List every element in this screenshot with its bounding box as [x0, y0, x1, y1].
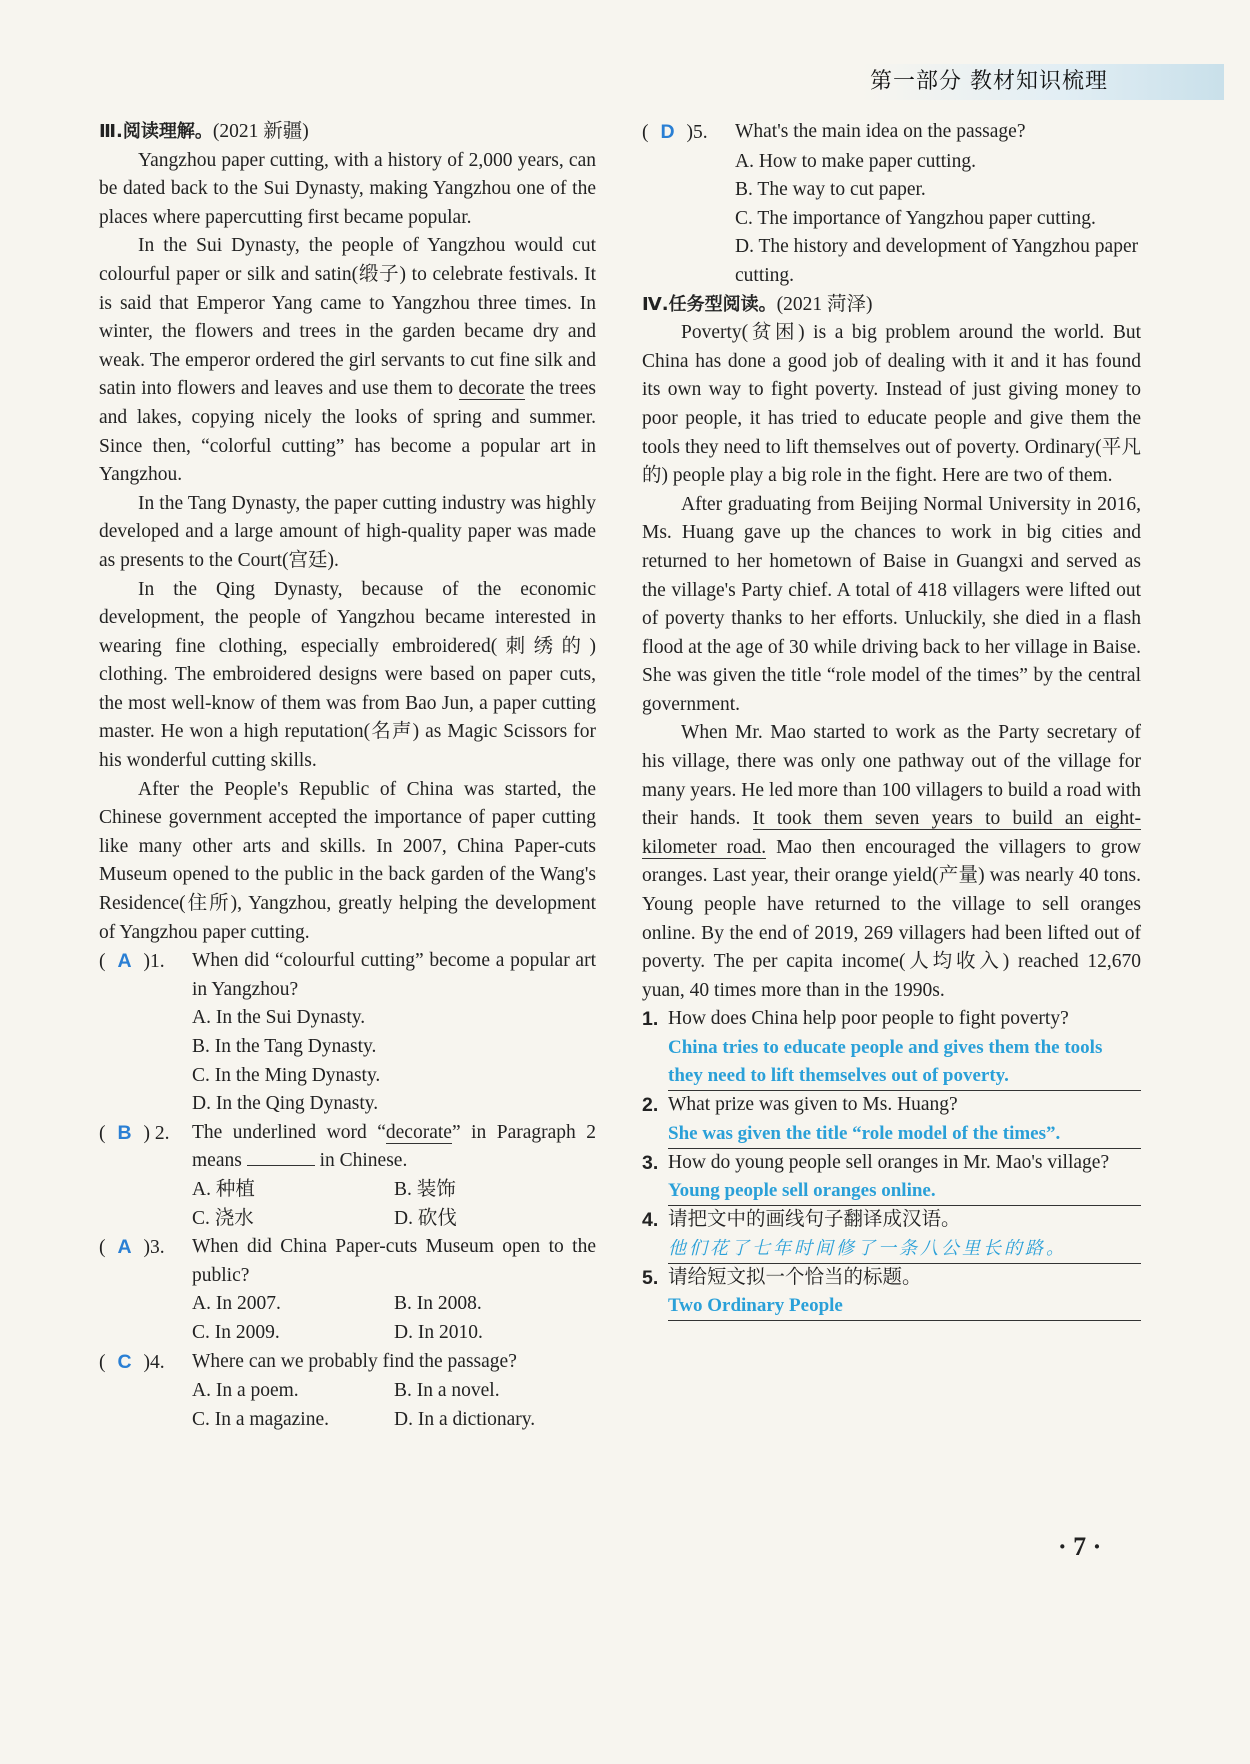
passage-paragraph: After the People's Republic of China was started, the Chinese government accepted the importance of paper cutting like many other arts and skills. In 2007, China Paper-cuts Museum opened to the public in the back garden of the Wang's Residence(住所), Yangzhou, greatly helping the development of Yangzhou paper cutting. — [99, 778, 596, 943]
blank-line — [247, 1165, 315, 1166]
task-question-1: 1. How does China help poor people to fight poverty? China tries to educate people and gives them the tools they need to lift themselves out of poverty. — [642, 1005, 1141, 1091]
answer-line: Two Ordinary People — [668, 1292, 1141, 1321]
passage-paragraph: Yangzhou paper cutting, with a history of 2,000 years, can be dated back to the Sui Dynasty, making Yangzhou one of the places where papercutting first became popular. — [99, 149, 596, 228]
answer-choice: D — [660, 121, 675, 143]
question-4: ( C )4. Where can we probably find the passage? A. In a poem. B. In a novel. C. In a magazine. D. In a dictionary. — [99, 1348, 596, 1435]
task-question-5: 5. 请给短文拟一个恰当的标题。 Two Ordinary People — [642, 1264, 1141, 1322]
underlined-word: decorate — [458, 378, 525, 400]
underlined-sentence: It took them seven years to build an eight-kilometer road. — [642, 808, 1141, 858]
answer-line: Young people sell oranges online. — [668, 1177, 1141, 1206]
question-3: ( A )3. When did China Paper-cuts Museum open to the public? A. In 2007. B. In 2008. C. In 2009. D. In 2010. — [99, 1233, 596, 1347]
task-question-3: 3. How do young people sell oranges in Mr. Mao's village? Young people sell oranges online. — [642, 1149, 1141, 1207]
passage-paragraph: After graduating from Beijing Normal University in 2016, Ms. Huang gave up the chances to work in big cities and returned to her hometown of Baise in Guangxi and served as the village's Party chief. A total of 418 villagers were lifted out of poverty thanks to her efforts. Unluckily, she died in a flash flood at the age of 30 while driving back to her village in Baise. She was given the title “role model of the times” by the central government. — [642, 493, 1141, 715]
answer-line: She was given the title “role model of the times”. — [668, 1120, 1141, 1149]
section4-heading: Ⅳ.任务型阅读。(2021 菏泽) — [642, 293, 873, 315]
passage-paragraph: In the Qing Dynasty, because of the economic development, the people of Yangzhou became interested in wearing fine clothing, especially embroidered(刺绣的) clothing. The embroidered designs were based on paper cuts, the most well-know of them was from Bao Jun, a paper cutting master. He won a high reputation(名声) as Magic Scissors for his wonderful cutting skills. — [99, 578, 596, 772]
question-1: ( A )1. When did “colourful cutting” become a popular art in Yangzhou? A. In the Sui Dynasty. B. In the Tang Dynasty. C. In the Ming Dynasty. D. In the Qing Dynasty. — [99, 947, 596, 1119]
answer-choice: C — [117, 1350, 132, 1373]
passage-paragraph: Poverty(贫困) is a big problem around the world. But China has done a good job of dealing with it and it has found its own way to fight poverty. Instead of just giving money to poor people, it has tried to educate people and give them the tools they need to lift themselves out of poverty. Ordinary(平凡的) people play a big role in the fight. Here are two of them. — [642, 322, 1141, 487]
answer-line: China tries to educate people and gives them the tools they need to lift themselves out of poverty. — [668, 1034, 1141, 1091]
answer-choice: B — [117, 1121, 132, 1144]
task-question-2: 2. What prize was given to Ms. Huang? She was given the title “role model of the times”. — [642, 1091, 1141, 1149]
section3-heading: Ⅲ.阅读理解。(2021 新疆) — [99, 121, 309, 142]
right-column — [642, 118, 1141, 1321]
question-5: ( D )5. What's the main idea on the passage? A. How to make paper cutting. B. The way to cut paper. C. The importance of Yangzhou paper cutting. D. The history and development of Yangzhou paper cutting. — [642, 118, 1141, 291]
left-column — [99, 118, 596, 1434]
answer-line: 他们花了七年时间修了一条八公里长的路。 — [668, 1235, 1141, 1264]
question-2: ( B ) 2. The underlined word “decorate” in Paragraph 2 means in Chinese. A. 种植 B. 装饰 C. 浇水 D. 砍伐 — [99, 1119, 596, 1233]
passage-paragraph: In the Sui Dynasty, the people of Yangzhou would cut colourful paper or silk and satin(缎子) to celebrate festivals. It is said that Emperor Yang came to Yangzhou three times. In winter, the flowers and trees in the garden became dry and weak. The emperor ordered the girl servants to cut fine silk and satin into flowers and leaves and use them to decorate the trees and lakes, copying nicely the looks of spring and summer. Since then, “colorful cutting” has become a popular art in Yangzhou. — [99, 235, 596, 486]
passage-paragraph: In the Tang Dynasty, the paper cutting industry was highly developed and a large amount of high-quality paper was made as presents to the Court(宫廷). — [99, 492, 596, 571]
page-header-title: 第一部分 教材知识梳理 — [870, 69, 1108, 94]
task-question-4: 4. 请把文中的画线句子翻译成汉语。 他们花了七年时间修了一条八公里长的路。 — [642, 1206, 1141, 1264]
answer-choice: A — [117, 950, 132, 973]
passage-paragraph: When Mr. Mao started to work as the Party secretary of his village, there was only one pathway out of the village for many years. He led more than 100 villagers to build a road with their hands. It took them seven years to build an eight-kilometer road. Mao then encouraged the villagers to grow oranges. Last year, their orange yield(产量) was nearly 40 tons. Young people have returned to the village to sell oranges online. By the end of 2019, 269 villagers had been lifted out of poverty. The per capita income(人均收入) reached 12,670 yuan, 40 times more than in the 1990s. — [642, 722, 1141, 1001]
page-number: · 7 · — [1058, 1532, 1102, 1561]
answer-choice: A — [117, 1236, 132, 1259]
